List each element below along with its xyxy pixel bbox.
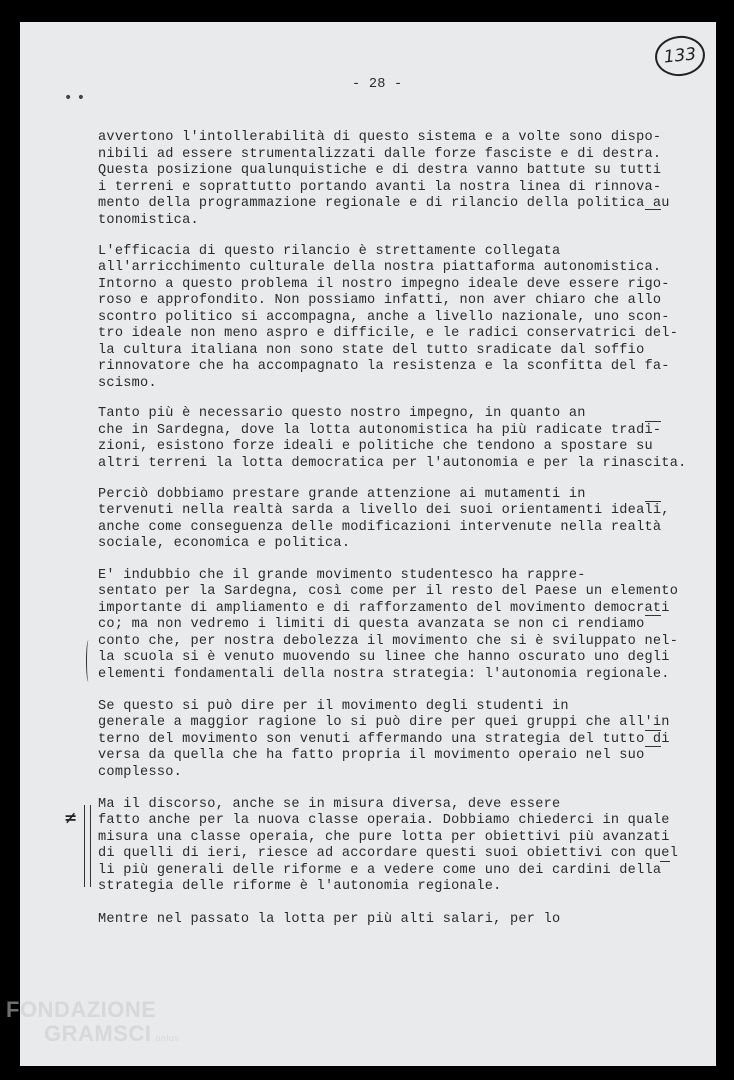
text-line: sentato per la Sardegna, così come per il resto del Paese un elemento: [98, 584, 679, 599]
margin-double-line-mark: [84, 805, 91, 887]
text-line: elementi fondamentali della nostra strategia: l'autonomia regionale.: [98, 667, 670, 682]
text-line: Mentre nel passato la lotta per più alti salari, per lo: [98, 912, 561, 927]
text-line: nibili ad essere strumentalizzati dalle forze fasciste e di destra.: [98, 147, 662, 162]
text-line: versa da quella che ha fatto propria il movimento operaio nel suo: [98, 748, 645, 763]
text-line: tervenuti nella realtà sarda a livello dei suoi orientamenti ideali,: [98, 503, 670, 518]
text-line: roso e approfondito. Non possiamo infatti, non aver chiaro che allo: [98, 293, 662, 308]
text-line: complesso.: [98, 765, 183, 780]
text-line: Questa posizione qualunquistiche e di destra vanno battute su tutti: [98, 163, 662, 178]
archive-stamp: 133: [653, 33, 707, 78]
page-number: - 28 -: [352, 77, 403, 92]
text-line: misura una classe operaia, che pure lotta per obiettivi più avanzati: [98, 830, 670, 845]
margin-marks: • •: [64, 90, 85, 106]
text-line: importante di ampliamento e di rafforzamento del movimento democrati: [98, 601, 670, 616]
text-line: fatto anche per la nuova classe operaia. Dobbiamo chiederci in quale: [98, 813, 670, 828]
text-line: terno del movimento son venuti affermando una strategia del tutto di: [98, 732, 670, 747]
underline-mark: [645, 501, 661, 502]
watermark-logo: [6, 998, 179, 1050]
text-line: generale a maggior ragione lo si può dire per quei gruppi che all'in: [98, 715, 670, 730]
text-line: strategia delle riforme è l'autonomia regionale.: [98, 879, 502, 894]
text-line: anche come conseguenza delle modificazioni intervenute nella realtà: [98, 520, 662, 535]
text-line: che in Sardegna, dove la lotta autonomistica ha più radicate tradi-: [98, 423, 662, 438]
underline-mark: [645, 615, 661, 616]
text-line: Ma il discorso, anche se in misura diversa, deve essere: [98, 797, 561, 812]
text-line: rinnovatore che ha accompagnato la resistenza e la sconfitta del fa-: [98, 359, 670, 374]
text-line: la cultura italiana non sono state del tutto sradicate dal soffio: [98, 343, 645, 358]
text-line: avvertono l'intollerabilità di questo sistema e a volte sono dispo-: [98, 130, 662, 145]
text-line: scismo.: [98, 376, 157, 391]
watermark-line-3: onlus: [155, 1033, 180, 1043]
margin-note-mark: ≠: [64, 808, 78, 827]
text-line: L'efficacia di questo rilancio è strettamente collegata: [98, 244, 561, 259]
margin-bracket-mark: [86, 640, 91, 682]
text-line: sociale, economica e politica.: [98, 536, 351, 551]
text-line: i terreni e soprattutto portando avanti la nostra linea di rinnova-: [98, 180, 662, 195]
text-line: Tanto più è necessario questo nostro impegno, in quanto an: [98, 406, 586, 421]
text-line: tonomistica.: [98, 213, 199, 228]
text-line: mento della programmazione regionale e di rilancio della politica au: [98, 196, 670, 211]
text-line: Intorno a questo problema il nostro impegno ideale deve essere rigo-: [98, 277, 670, 292]
watermark-line-2: GRAMSCI: [44, 1021, 152, 1046]
text-line: la scuola si è venuto muovendo su linee che hanno oscurato uno degli: [98, 650, 670, 665]
text-line: di quelli di ieri, riesce ad accordare questi suoi obiettivi con quel: [98, 846, 679, 861]
text-line: altri terreni la lotta democratica per l'autonomia e per la rinascita.: [98, 456, 687, 471]
text-line: all'arricchimento culturale della nostra piattaforma autonomistica.: [98, 260, 662, 275]
text-line: Se questo si può dire per il movimento degli studenti in: [98, 699, 569, 714]
text-line: scontro politico si accompagna, anche a livello nazionale, uno scon-: [98, 310, 670, 325]
text-line: E' indubbio che il grande movimento studentesco ha rappre-: [98, 568, 586, 583]
watermark-line-1: FONDAZIONE: [6, 997, 157, 1022]
underline-mark: [660, 861, 670, 862]
text-line: li più generali delle riforme e a vedere come uno dei cardini della: [98, 863, 662, 878]
underline-mark: [645, 421, 661, 422]
text-line: Perciò dobbiamo prestare grande attenzione ai mutamenti in: [98, 487, 586, 502]
underline-mark: [645, 746, 661, 747]
underline-mark: [645, 730, 661, 731]
text-line: co; ma non vedremo i limiti di questa avanzata se non ci rendiamo: [98, 617, 645, 632]
text-line: tro ideale non meno aspro e difficile, e le radici conservatrici del-: [98, 326, 679, 341]
text-line: zioni, esistono forze ideali e politiche che tendono a spostare su: [98, 439, 653, 454]
underline-mark: [645, 209, 661, 210]
text-line: conto che, per nostra debolezza il movimento che si è sviluppato nel-: [98, 634, 679, 649]
